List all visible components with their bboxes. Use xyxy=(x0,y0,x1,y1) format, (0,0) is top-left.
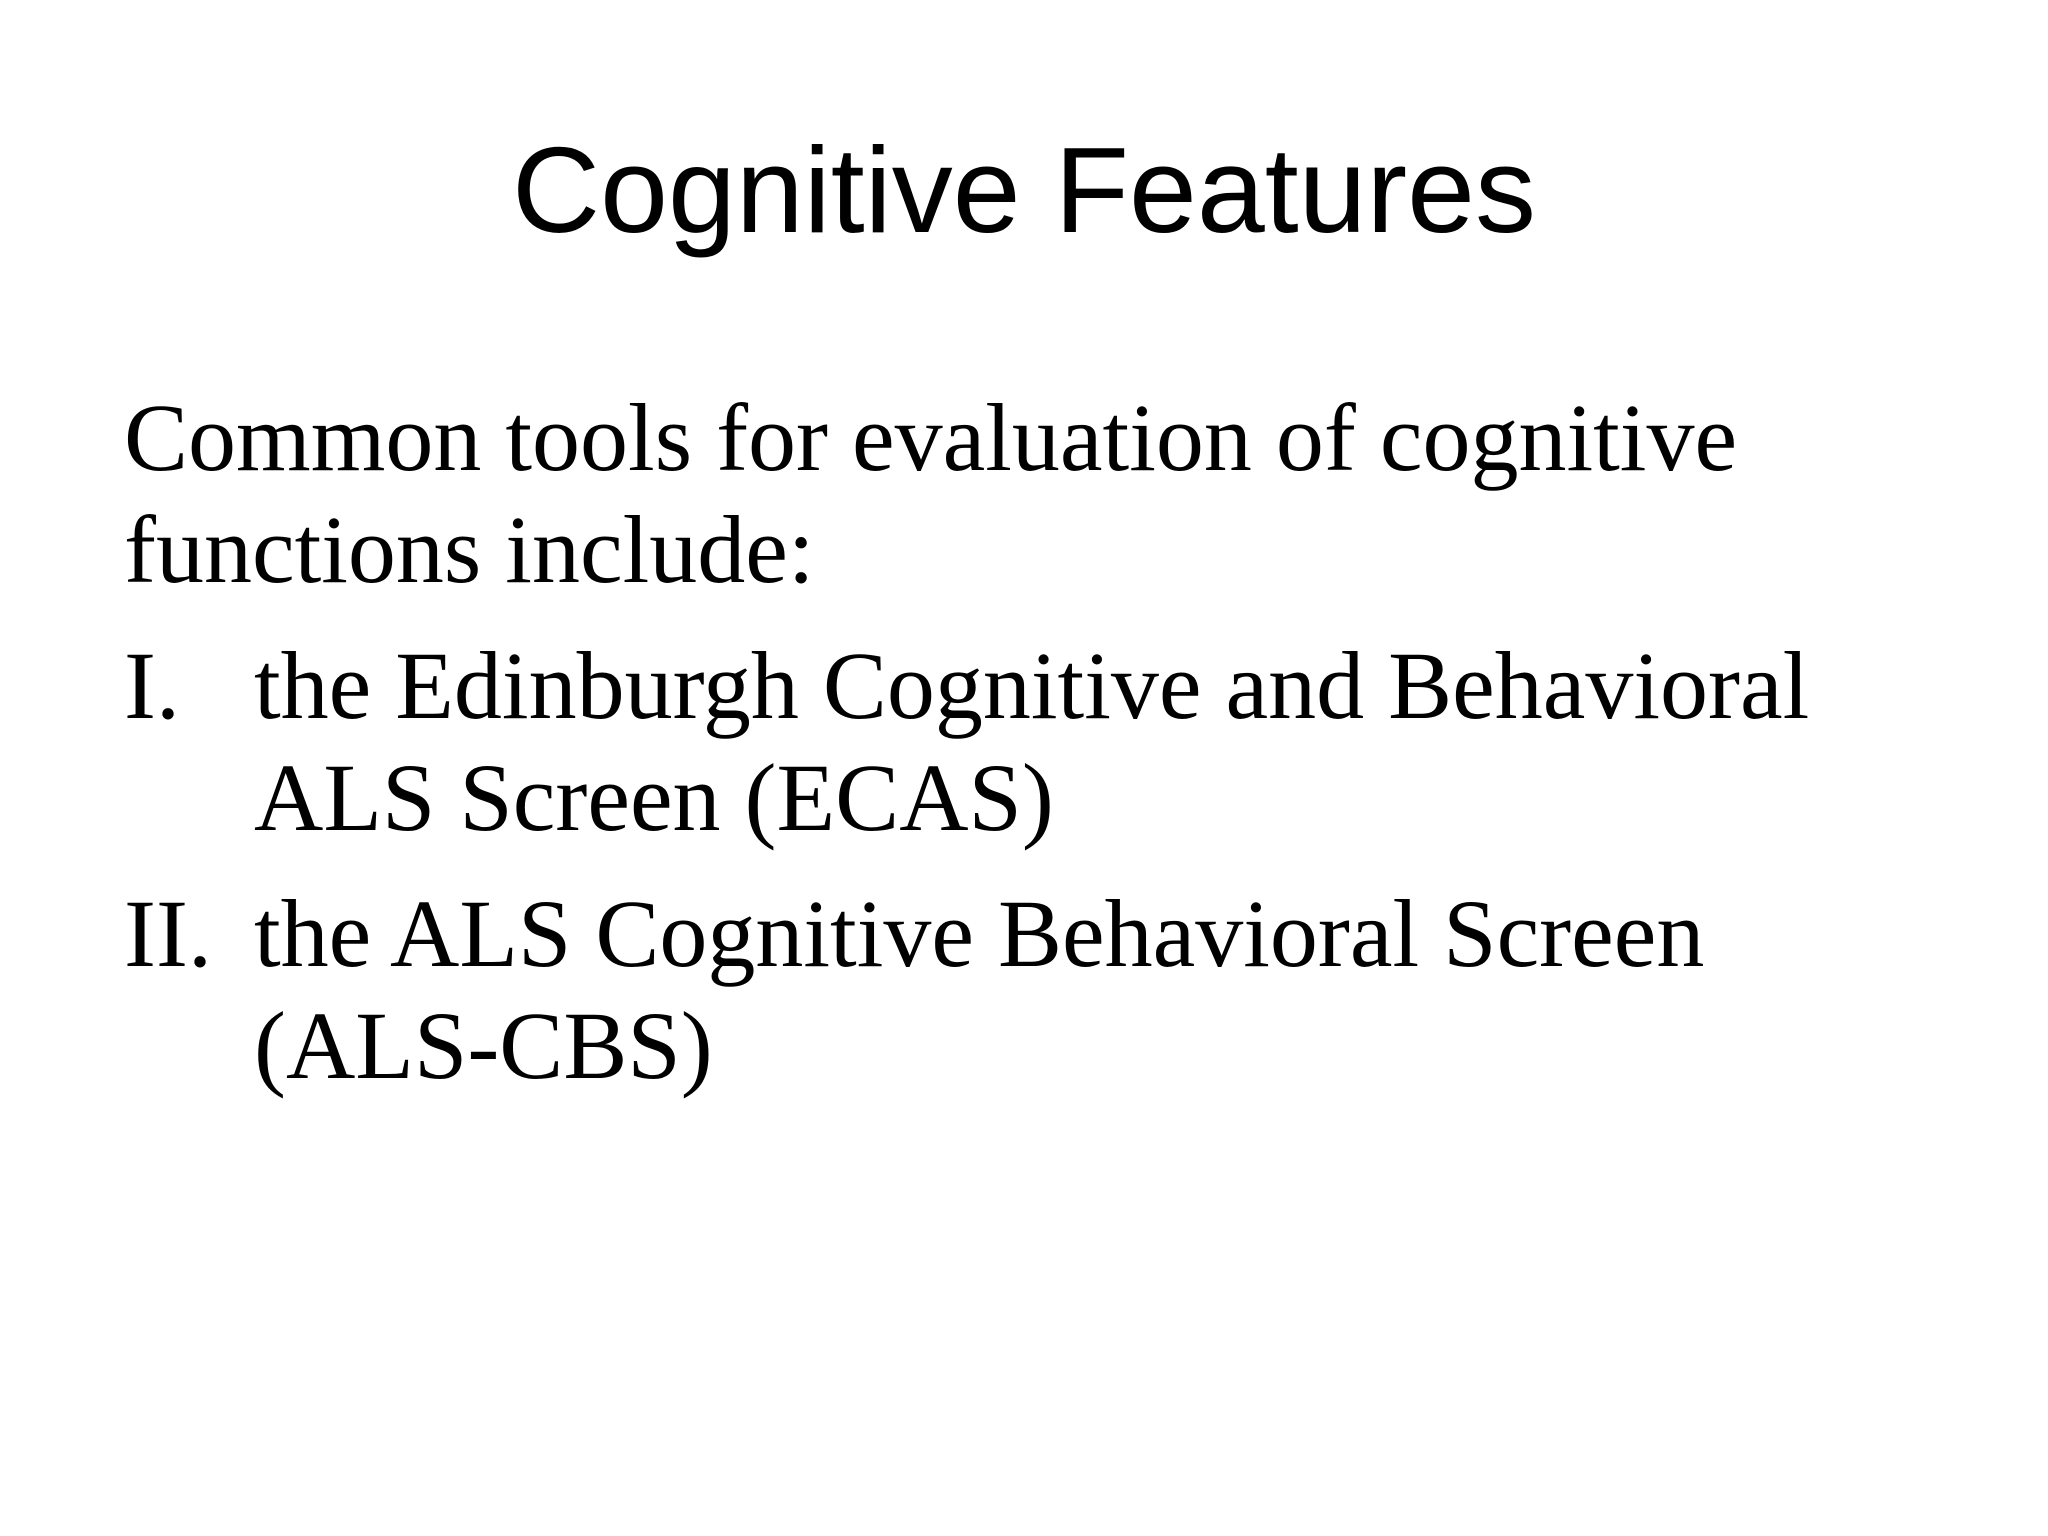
list-item-text: the ALS Cognitive Behavioral Screen (ALS-CBS) xyxy=(254,880,1705,1099)
slide-title: Cognitive Features xyxy=(512,122,1536,258)
list-item-als-cbs xyxy=(124,878,1964,1102)
list-marker: II. xyxy=(124,880,212,987)
intro-text: Common tools for evaluation of cognitive functions include: xyxy=(124,384,1738,603)
list-item-ecas xyxy=(124,630,1964,854)
tools-list xyxy=(124,630,1964,1102)
slide-body xyxy=(124,382,1964,1102)
list-item-text: the Edinburgh Cognitive and Behavioral ALS Screen (ECAS) xyxy=(254,632,1810,851)
list-marker: I. xyxy=(124,632,180,739)
